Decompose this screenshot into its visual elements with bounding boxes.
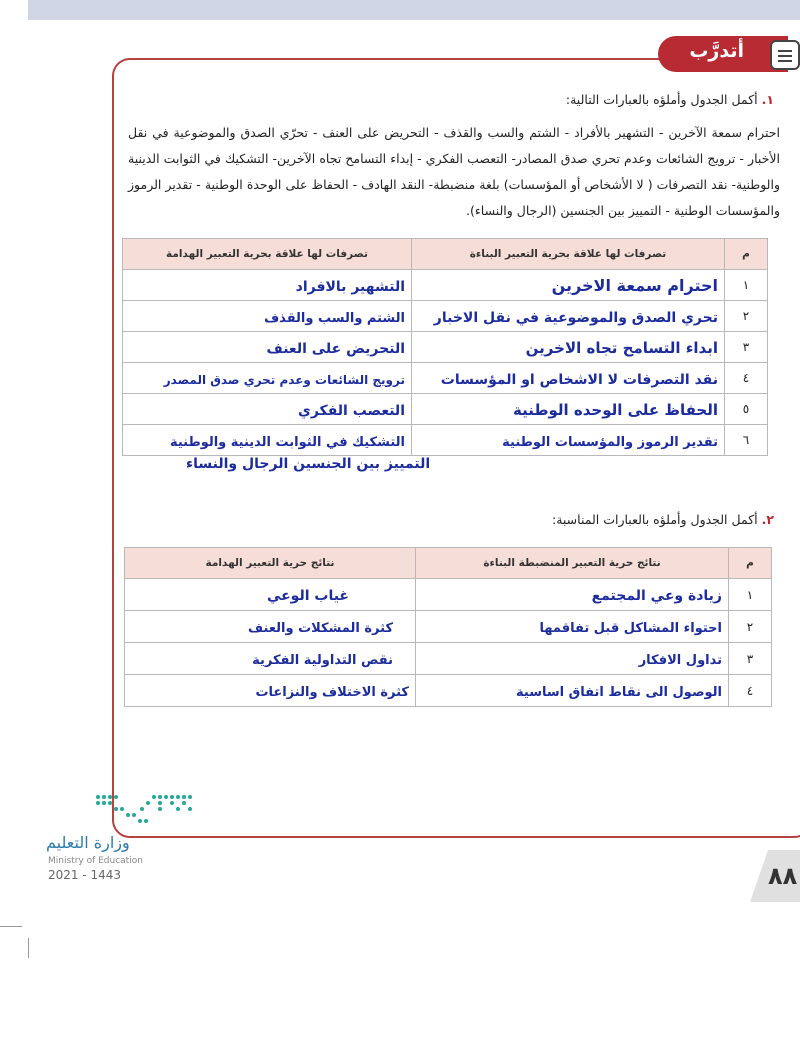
page-number: ٨٨ <box>768 862 798 890</box>
question-1-text: أكمل الجدول وأملؤه بالعبارات التالية: <box>565 92 758 107</box>
top-color-band <box>28 0 800 20</box>
ministry-logo-icon <box>46 792 196 832</box>
overflow-answer[interactable]: التمييز بين الجنسين الرجال والنساء <box>186 456 431 472</box>
col-header-constructive: نتائج حرية التعبير المنضبطة البناءة <box>416 548 729 579</box>
table-row: ٦ تقدير الرموز والمؤسسات الوطنية التشكيك في الثوابت الدينية والوطنية <box>123 425 768 456</box>
phrase-bank: احترام سمعة الآخرين - التشهير بالأفراد - الشتم والسب والقذف - التحريض على العنف - تحرّي الصدق والموضوعية في نقل الأخبار - ترويج الشائعات وعدم تحري صدق المصادر- التعصب الفكري - إبداء التسامح تجاه الآخرين- التشكيك في الثوابت الدينية والوطنية- نقد التصرفات ( لا الأشخاص أو المؤسسات) بلغة منضبطة- النقد الهادف - الحفاظ على الوحدة الوطنية - تقدير الرموز والمؤسسات الوطنية - التمييز بين الجنسين (الرجال والنساء). <box>128 125 780 218</box>
question-2-text: أكمل الجدول وأملؤه بالعبارات المناسبة: <box>552 512 758 527</box>
question-1-number: ١. <box>761 92 774 107</box>
table-row: ٥ الحفاظ على الوحده الوطنية التعصب الفكري <box>123 394 768 425</box>
edge-mark <box>28 938 29 958</box>
edge-mark <box>0 926 22 927</box>
table-row: ٤ نقد التصرفات لا الاشخاص او المؤسسات ترويج الشائعات وعدم تحري صدق المصدر <box>123 363 768 394</box>
answer-destructive[interactable]: كثرة الاختلاف والنزاعات <box>255 685 409 700</box>
table-2 <box>124 547 772 707</box>
notebook-icon <box>770 40 800 70</box>
answer-constructive[interactable]: الوصول الى نقاط اتفاق اساسية <box>516 685 722 700</box>
answer-constructive[interactable]: تحري الصدق والموضوعية في نقل الاخبار <box>433 309 718 326</box>
answer-constructive[interactable]: زيادة وعي المجتمع <box>591 588 722 604</box>
answer-constructive[interactable]: ابداء التسامح تجاه الاخرين <box>525 338 718 357</box>
table-row: ١ احترام سمعة الاخرين التشهير بالافراد <box>123 270 768 301</box>
answer-destructive[interactable]: نقص التداولية الفكرية <box>252 653 393 668</box>
answer-constructive[interactable]: احترام سمعة الاخرين <box>551 275 718 295</box>
answer-constructive[interactable]: نقد التصرفات لا الاشخاص او المؤسسات <box>440 371 718 388</box>
ministry-name-ar: وزارة التعليم <box>46 833 130 852</box>
col-header-number: م <box>729 548 772 579</box>
table-row: ١ زيادة وعي المجتمع غياب الوعي <box>125 579 772 611</box>
table-1 <box>122 238 768 456</box>
ministry-name-en: Ministry of Education <box>48 856 143 866</box>
question-2-number: ٢. <box>761 512 774 527</box>
answer-destructive[interactable]: كثرة المشكلات والعنف <box>248 621 393 636</box>
col-header-destructive: تصرفات لها علاقة بحرية التعبير الهدامة <box>123 239 412 270</box>
col-header-number: م <box>725 239 768 270</box>
table-row: ٣ تداول الافكار نقص التداولية الفكرية <box>125 643 772 675</box>
answer-destructive[interactable]: الشتم والسب والقذف <box>264 310 405 326</box>
answer-destructive[interactable]: التعصب الفكري <box>298 402 405 419</box>
answer-constructive[interactable]: تداول الافكار <box>638 653 722 668</box>
answer-constructive[interactable]: احتواء المشاكل قبل تفاقمها <box>539 621 722 636</box>
answer-destructive[interactable]: ترويج الشائعات وعدم تحري صدق المصدر <box>163 372 405 387</box>
answer-destructive[interactable]: التحريض على العنف <box>266 340 405 357</box>
question-1-prompt <box>566 92 774 107</box>
col-header-constructive: تصرفات لها علاقة بحرية التعبير البناءة <box>412 239 725 270</box>
edition-year: 2021 - 1443 <box>48 868 122 882</box>
section-title: أتدرَّب <box>689 40 744 62</box>
answer-destructive[interactable]: التشهير بالافراد <box>295 278 405 295</box>
table-row: ٢ احتواء المشاكل قبل تفاقمها كثرة المشكلات والعنف <box>125 611 772 643</box>
answer-destructive[interactable]: غياب الوعي <box>266 588 349 604</box>
answer-destructive[interactable]: التشكيك في الثوابت الدينية والوطنية <box>169 434 405 450</box>
col-header-destructive: نتائج حرية التعبير الهدامة <box>125 548 416 579</box>
answer-constructive[interactable]: الحفاظ على الوحده الوطنية <box>513 400 718 419</box>
question-2-prompt <box>552 512 774 527</box>
table-row: ٣ ابداء التسامح تجاه الاخرين التحريض على العنف <box>123 332 768 363</box>
section-tab <box>658 36 788 72</box>
table-row: ٤ الوصول الى نقاط اتفاق اساسية كثرة الاختلاف والنزاعات <box>125 675 772 707</box>
table-row: ٢ تحري الصدق والموضوعية في نقل الاخبار الشتم والسب والقذف <box>123 301 768 332</box>
answer-constructive[interactable]: تقدير الرموز والمؤسسات الوطنية <box>502 434 718 450</box>
